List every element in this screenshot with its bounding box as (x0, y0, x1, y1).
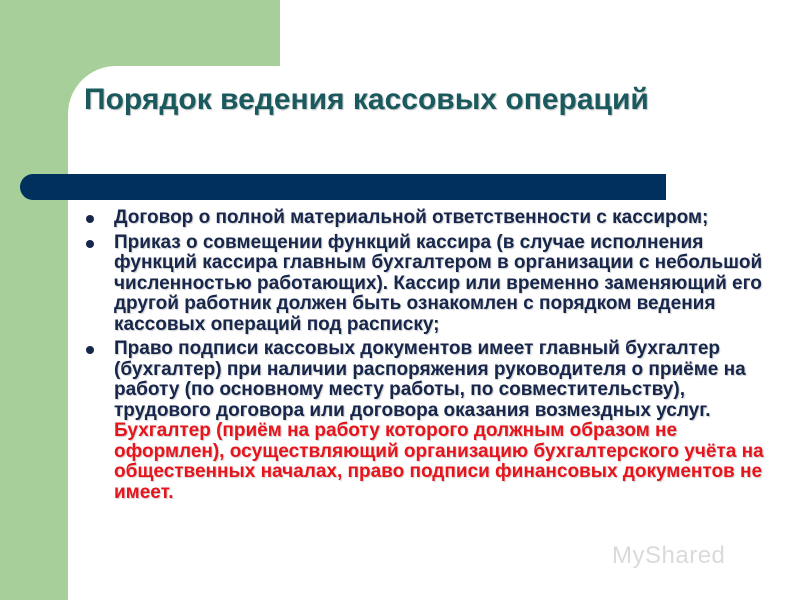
bullet-list (84, 208, 784, 507)
bullet-item-order (84, 233, 784, 336)
bullet-dot-icon (86, 346, 94, 354)
bullet-text: Право подписи кассовых документов имеет главный бухгалтер (бухгалтер) при наличии распоряжения руководителя о приёме на работу (по основному месту работы, по совместительству), трудового договора или договора оказания возмездных услуг. (114, 338, 746, 421)
bullet-dot-icon (86, 240, 94, 248)
bullet-dot-icon (86, 215, 94, 223)
bullet-item-contract (84, 208, 784, 229)
title-divider-bar (20, 174, 666, 200)
bullet-item-signature-right (84, 339, 784, 503)
watermark: MyShared (612, 542, 726, 569)
bullet-text: Приказ о совмещении функций кассира (в случае исполнения функций кассира главным бухгалтером в организации с небольшой численностью работающих). Кассир или временно заменяющий его другой работник должен быть ознакомлен с порядком ведения кассовых операций под расписку; (114, 231, 763, 335)
bullet-warning-text: Бухгалтер (приём на работу которого должным образом не оформлен), осуществляющий организацию бухгалтерского учёта на общественных началах, право подписи финансовых документов не имеет. (114, 420, 764, 503)
bullet-text: Договор о полной материальной ответственности с кассиром; (114, 207, 709, 228)
slide-title: Порядок ведения кассовых операций (84, 83, 649, 116)
